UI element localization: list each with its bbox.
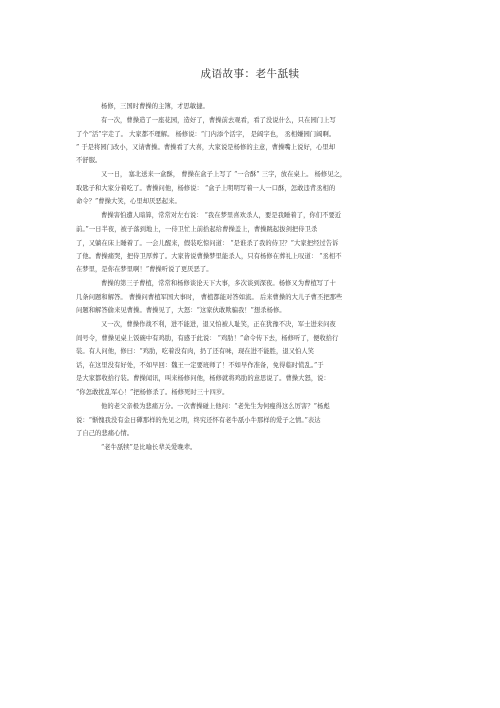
- text-line: 前。”一日半夜，被子落到地上，一侍卫忙上前拾起给曹操盖上，曹操跳起拔剑把侍卫杀: [76, 226, 318, 233]
- text-line: 有一次，曹操造了一座花园，造好了，曹操前去观看，看了没说什么，只在园门上写: [101, 117, 336, 124]
- text-line: 间号令，曹操见桌上饭碗中有鸡肋，有感于此说： “鸡肋！”命令传下去，杨修听了，便收拾行: [76, 335, 339, 342]
- text-line: 又一次，曹操作战不利，进不能进，退又怕被人耻笑，正在犹豫不决，军士进来问夜: [101, 321, 336, 328]
- text-line: “老牛舐犊”是比喻长辈关爱晚辈。: [101, 444, 197, 451]
- text-line: “你怎敢扰乱军心！”把杨修杀了。杨修死时三十四岁。: [76, 389, 229, 396]
- text-line: 装。有人问他，修曰：“鸡肋，吃着没有肉，扔了还有味，现在进不能胜，退又怕人笑: [76, 348, 315, 355]
- text-line: 说：“惭愧我没有金日磾那样的先见之明，终究还怀有老牛舐小牛那样的爱子之情。”表达: [76, 417, 321, 424]
- text-line: 命令？”曹操大笑，心里却厌恶起来。: [76, 198, 181, 205]
- text-line: 了，又躺在床上睡着了。一会儿醒来，假装吃惊问道： “是谁杀了我的侍卫？”大家把经过告诉: [76, 240, 339, 247]
- text-line: 是大家都收拾行装。曹操闻讯，叫来杨修问他，杨修就将鸡肋的意思说了。曹操大怒，说：: [76, 375, 330, 382]
- text-line: 曹操的第三子曹植，常常和杨修谈论天下大事，多次谈到深夜。杨修又为曹植写了十: [101, 280, 336, 287]
- text-line: 又一日， 塞北送来一盒酥， 曹操在盒子上写了 “一合酥” 三字，放在桌上。 杨修见之，: [101, 171, 347, 178]
- text-line: ” 于是将园门改小，又请曹操。曹操看了大喜，大家说是杨修的主意，曹操嘴上说好，心里却: [76, 144, 336, 151]
- text-line: 了他。曹操痛哭，把侍卫厚葬了。大家皆说曹操梦里能杀人，只有杨修在葬礼上叹道： “丞相不: [76, 253, 342, 260]
- text-line: 话，在这里没有好处，不如早回：魏王一定要班师了！不如早作准备，免得临时慌乱。”于: [76, 362, 324, 369]
- text-line: 几条问题和解答。 曹操问曹植军国大事时， 曹植都能对答如流。 后来曹操的大儿子曹丕把那些: [76, 294, 343, 301]
- text-line: 了自己的悲痛心情。: [76, 430, 134, 437]
- text-line: 问题和解答偷来见曹操。曹操见了，大怒：“这家伙敢欺骗我！”想杀杨修。: [76, 307, 286, 314]
- text-line: 不舒服。: [76, 157, 102, 164]
- text-line: 杨修，三国时曹操的主簿，才思敏捷。: [101, 103, 209, 110]
- text-line: 他的老父亲极为悲痛万分。一次曹操碰上他问：“老先生为何瘦得这么厉害？”杨彪: [101, 403, 330, 410]
- text-line: 曹操害怕遭人暗算，常常对左右说： “我在梦里喜欢杀人，要是我睡着了，你们不要近: [101, 212, 342, 219]
- text-line: 取匙子和大家分着吃了。曹操问他，杨修说： “盒子上明明写着一人一口酥，怎敢违背丞相的: [76, 185, 336, 192]
- document-title: 成语故事：老牛舐犊: [200, 68, 300, 80]
- text-line: 在梦里，是你在梦里啊！”曹操听说了更厌恶了。: [76, 266, 213, 273]
- text-line: 了个“活”字走了。 大家都不理解。 杨修说：“门内添个活字， 是阔字也， 丞相嫌园门阔啊。: [76, 131, 336, 138]
